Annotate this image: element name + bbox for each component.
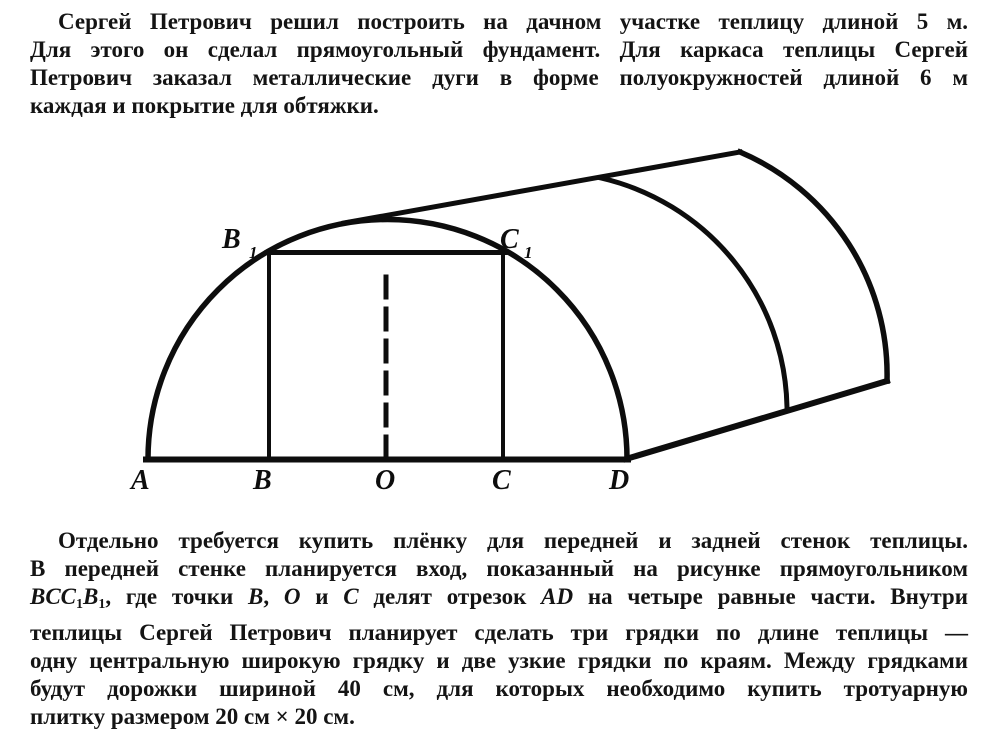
text-segment: Отдельно требуется купить плёнку для передней и задней стенок теплицы. bbox=[58, 528, 968, 553]
text-line bbox=[30, 555, 968, 583]
text-line bbox=[30, 583, 968, 619]
text-line bbox=[30, 8, 968, 36]
math-subscript: 1 bbox=[76, 597, 84, 612]
middle-arc bbox=[601, 178, 787, 407]
greenhouse-diagram-svg bbox=[100, 140, 920, 505]
label-C1-subscript: 1 bbox=[524, 243, 533, 262]
text-segment: , bbox=[263, 584, 284, 609]
math-subscript: 1 bbox=[98, 597, 106, 612]
text-segment: и bbox=[300, 584, 344, 609]
text-line bbox=[30, 527, 968, 555]
label-A: A bbox=[131, 465, 150, 496]
text-line bbox=[30, 36, 968, 64]
label-B1: B bbox=[222, 224, 241, 255]
text-line bbox=[30, 647, 968, 675]
math-variable: O bbox=[283, 584, 301, 609]
text-segment: делят отрезок bbox=[358, 584, 542, 609]
text-segment: будут дорожки шириной 40 см, для которых необходимо купить тротуарную bbox=[30, 676, 968, 701]
bottom-edge-line bbox=[626, 381, 887, 459]
text-segment: одну центральную широкую грядку и две узкие грядки по краям. Между грядками bbox=[30, 648, 968, 673]
text-line bbox=[30, 64, 968, 92]
text-segment: теплицы Сергей Петрович планирует сделать три грядки по длине теплицы — bbox=[30, 620, 968, 645]
rear-arc bbox=[740, 152, 887, 381]
text-line bbox=[30, 703, 968, 731]
math-variable: B bbox=[83, 584, 99, 609]
label-B: B bbox=[253, 465, 272, 496]
label-D: D bbox=[609, 465, 630, 496]
text-segment: Петрович заказал металлические дуги в форме полуокружностей длиной 6 м bbox=[30, 65, 968, 90]
math-variable: B bbox=[247, 584, 264, 609]
text-segment: каждая и покрытие для обтяжки. bbox=[30, 93, 379, 118]
text-segment: , где точки bbox=[105, 584, 248, 609]
problem-paragraph-1 bbox=[30, 8, 968, 120]
label-O: O bbox=[375, 465, 396, 496]
greenhouse-figure bbox=[100, 140, 920, 505]
text-line bbox=[30, 92, 968, 120]
label-B1-subscript: 1 bbox=[249, 243, 258, 262]
text-segment: В передней стенке планируется вход, показанный на рисунке прямоугольником bbox=[30, 556, 968, 581]
label-C1: C bbox=[500, 224, 519, 255]
math-variable: BCC bbox=[30, 584, 77, 609]
text-segment: Для этого он сделал прямоугольный фундамент. Для каркаса теплицы Сергей bbox=[30, 37, 968, 62]
text-segment: плитку размером 20 см × 20 см. bbox=[30, 704, 355, 729]
text-segment: Сергей Петрович решил построить на дачном участке теплицу длиной 5 м. bbox=[58, 9, 968, 34]
label-C: C bbox=[492, 465, 511, 496]
math-variable: AD bbox=[541, 584, 574, 609]
text-segment: на четыре равные части. Внутри bbox=[573, 584, 968, 609]
text-line bbox=[30, 619, 968, 647]
text-line bbox=[30, 675, 968, 703]
problem-paragraph-2 bbox=[30, 527, 968, 731]
math-variable: C bbox=[343, 584, 359, 609]
